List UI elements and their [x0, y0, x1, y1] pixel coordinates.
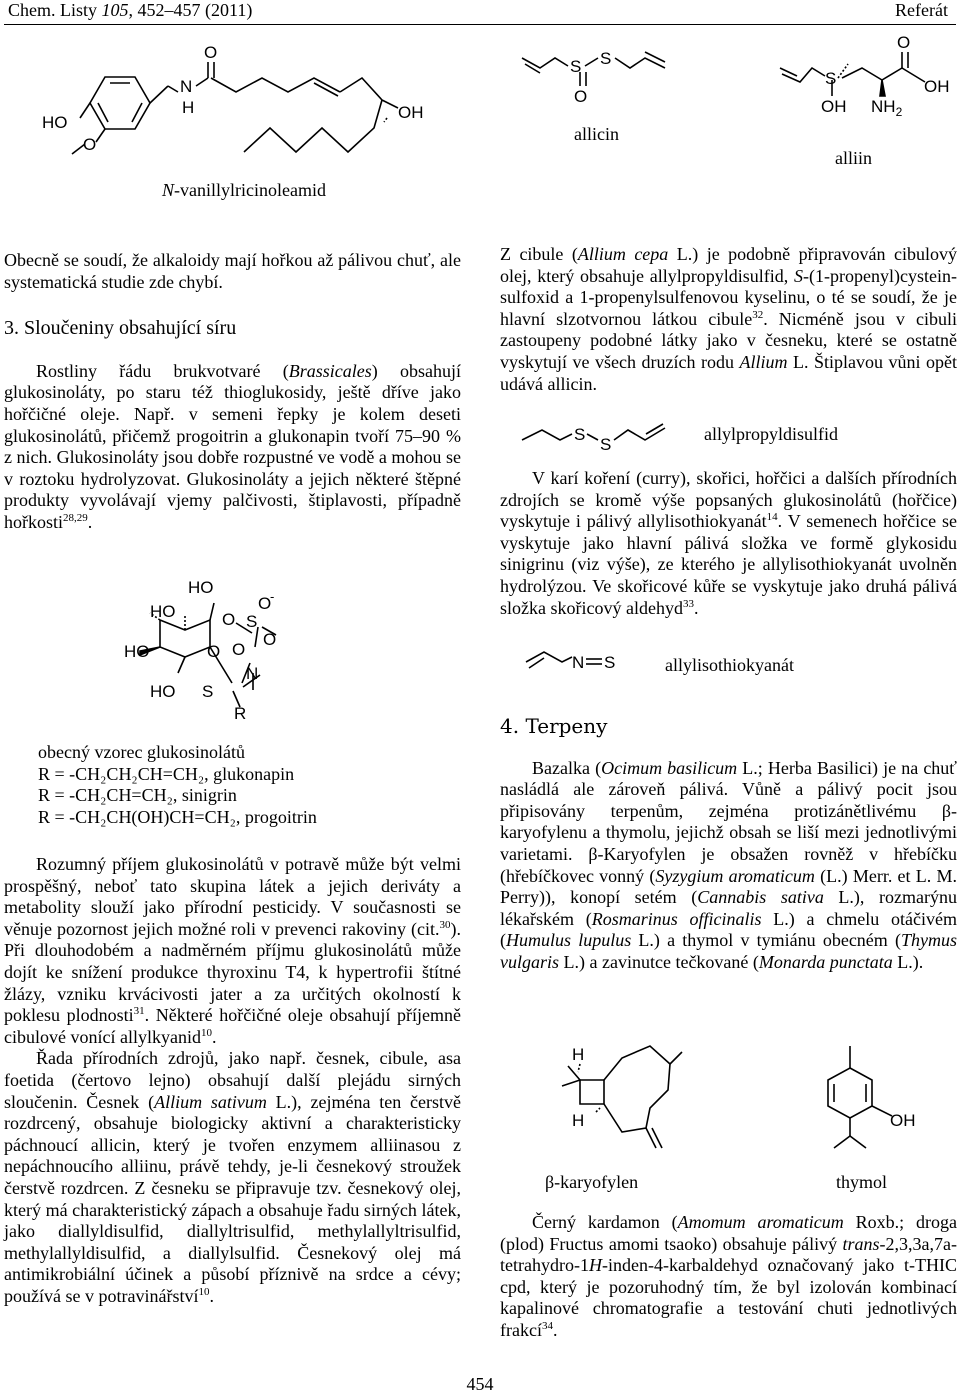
atom-label: HO	[150, 682, 176, 701]
atom-label: O	[207, 642, 221, 661]
section-4-heading: 4. Terpeny	[500, 714, 608, 738]
section-3-heading: 3. Sloučeniny obsahující síru	[4, 317, 237, 340]
atom-label: OH	[398, 103, 424, 122]
paragraph: Rozumný příjem glukosinolátů v potravě může být velmi prospěšný, neboť tato skupina látek a jejich deriváty a metabolity slouží jako přírodní pesticidy. V současnosti se věnuje pozornost jejich možné roli v prevenci rakoviny (cit.$^{30}$). Při dlouhodobém a nadměrném příjmu glukosinolátů může dojít ke snížení produkce thyroxinu T4, k hypertrofii štítné žlázy, vzniku krvácivosti jater a za určitých okolností k poklesu plodnosti$^{31}$. Některé hořčičné oleje obsahují příjemně cibulové vonící allylkyanid$^{10}$.	[4, 854, 461, 1047]
top-structures-figure	[0, 0, 960, 205]
atom-label: N	[180, 77, 193, 96]
atom-label: OH	[890, 1111, 916, 1130]
atom-label: O	[204, 43, 218, 62]
vanillyl-caption: N-vanillylricinoleamid	[162, 180, 326, 200]
n-vanillylricinoleamid-structure	[42, 43, 424, 154]
atom-label: S	[202, 682, 214, 701]
formula-sinigrin: R = -CH₂CH=CH₂, sinigrin	[38, 785, 237, 806]
atom-label: HO	[42, 113, 68, 132]
paragraph: Z cibule (Allium cepa L.) je podobně připravován cibulový olej, který obsahuje allylpropyldisulfid, S-(1-propenyl)cystein-sulfoxid a 1-propenylsulfenovou kyselinu, o té se soudí, že je hlavní slzotvornou látkou cibule$^{32}$. Nicméně jsou v cibuli zastoupeny podobné látky jako v česneku, které se ostatně vyskytují ve všech druzích rodu Allium L. Štiplavou vůni opět udává allicin.	[500, 244, 958, 394]
atom-label: N	[246, 664, 259, 683]
atom-label: HO	[150, 602, 176, 621]
atom-label: OH	[924, 77, 950, 96]
section-label: Referát	[895, 0, 948, 20]
allylisothiokyanat-structure	[500, 640, 660, 680]
right-column-mid	[500, 468, 957, 619]
atom-label: O	[263, 630, 277, 649]
atom-label: N	[572, 653, 585, 672]
beta-karyofylen-label: β-karyofylen	[545, 1172, 639, 1192]
atom-label: H	[572, 1045, 585, 1064]
allicin-structure	[522, 49, 665, 106]
formula-caption: obecný vzorec glukosinolátů	[38, 742, 245, 762]
formula-progoitrin: R = -CH₂CH(OH)CH=CH₂, progoitrin	[38, 806, 317, 827]
atom-label: S	[246, 612, 258, 631]
thymol-label: thymol	[836, 1172, 888, 1192]
paragraph: Bazalka (Ocimum basilicum L.; Herba Basilici) je na chuť nasládlá ale zároveň pálivá. Vůně a pálivý pocit jsou připisovány terpenům, zejména protizánětlivému β-karyofylenu a thymolu, jejichž obsah se liší mezi jednotlivými varietami. β-Karyofylen je obsažen rovněž v hřebíčku (hřebíčkovec vonný (Syzygium aromaticum (L.) Merr. et L. M. Perry)), konopí setém (Cannabis sativa L.), rozmarýnu lékařském (Rosmarinus officinalis L.) a chmelu otáčivém (Humulus lupulus L.) a thymol v tymiánu obecném (Thymus vulgaris L.) a zavinutce tečkované (Monarda punctata L.).	[500, 757, 957, 972]
atom-label: O	[232, 640, 246, 659]
beta-karyofylen-structure	[562, 1045, 682, 1148]
charge-label: -	[270, 589, 275, 604]
atom-label: H	[572, 1111, 585, 1130]
atom-label: $NH_2$	[871, 97, 903, 119]
alliin-structure	[780, 33, 950, 119]
left-column	[4, 250, 461, 534]
page-number: 454	[466, 1374, 494, 1394]
terpene-structures	[500, 1028, 960, 1168]
atom-label: S	[600, 49, 612, 68]
atom-label: S	[570, 57, 582, 76]
paragraph: Rostliny řádu brukvotvaré (Brassicales) obsahují glukosinoláty, po staru též thioglukosidy, ještě dříve jako hořčičné oleje. Např. v semeni řepky je kolem deseti glukosinolátů, přičemž progoitrin a glukonapin tvoří 75–90 % z nich. Glukosinoláty jsou dobře rozpustné ve vodě a mohou se v roztoku hydrolyzovat. Glukosinoláty a jejich některé štěpné produkty vyvolávají vjemy palčivosti, štiplavosti, případně hořkosti$^{28,29}$.	[4, 360, 461, 532]
paragraph: V karí koření (curry), skořici, hořčici a dalších přírodních zdrojích se kromě výše popsaných glukosinolátů (hořčice) vyskytuje i pálivý allylisothiokyanát$^{14}$. V semenech hořčice se vyskytuje jako hlavní pálivá složka ve formě glykosidu sinigrinu (viz výše), ze kterého je allylisothiokyanát uvolněn hydrolýzou. Ve skořicové kůře se vyskytuje jako druhá pálivá složka skořicový aldehyd$^{33}$.	[500, 468, 957, 618]
atom-label: O	[258, 594, 272, 613]
atom-label: R	[234, 704, 247, 723]
paragraph: Černý kardamon (Amomum aromaticum Roxb.; droga (plod) Fructus amomi tsaoko) obsahuje pálivý trans-2,3,3a,7a-tetrahydro-1H-inden-4-karbaldehyd označovaný jako t-THIC cpd, který je pozoruhodný tím, že byl izolován kombinací kapalinové chromatografie a testování chuti jednotlivých frakcí$^{34}$.	[500, 1212, 957, 1340]
intro-paragraph: Obecně se soudí, že alkaloidy mají hořkou až pálivou chuť, ale systematická studie zde chybí.	[4, 250, 461, 292]
atom-label: O	[897, 33, 911, 52]
allylpropyldisulfid-label: allylpropyldisulfid	[704, 424, 838, 444]
allylpropyldisulfid-structure	[500, 410, 700, 460]
right-column	[500, 244, 957, 395]
atom-label: O	[222, 610, 236, 629]
atom-label: S	[825, 69, 837, 88]
atom-label: O	[83, 135, 97, 154]
right-column-terpeny	[500, 716, 957, 974]
atom-label: OH	[821, 97, 847, 116]
thymol-structure	[828, 1046, 916, 1148]
allicin-caption: allicin	[574, 124, 619, 144]
allylisothiokyanat-label: allylisothiokyanát	[665, 655, 794, 675]
atom-label: H	[182, 98, 195, 117]
atom-label: S	[574, 425, 586, 444]
atom-label: O	[574, 87, 588, 106]
glucosinolate-structure	[0, 575, 470, 725]
right-column-bottom	[500, 1212, 957, 1342]
left-column-lower	[4, 854, 461, 1307]
paragraph: Řada přírodních zdrojů, jako např. česnek, cibule, asa foetida (čertovo lejno) obsahují další plejádu sirných sloučenin. Česnek (Allium sativum L.), zejména ten čerstvě rozdrcený, obsahuje biologicky aktivní a charakteristicky páchnoucí allicin, který je tvořen enzymem alliinasou z nepáchnoucího alliinu, právě tehdy, je-li česnekový stroužek čerstvě rozdrcen. Z česneku se připravuje tzv. česnekový olej, který má charakteristický zápach a obsahuje řadu sirných látek, jako diallyldisulfid, diallyltrisulfid, methylallyltrisulfid, methylallyldisulfid, a diallylsulfid. Česnekový olej má antimikrobiální účinek a působí příznivě na srdce a cévy; používá se v potravinářství$^{10}$.	[4, 1048, 461, 1306]
atom-label: S	[604, 653, 616, 672]
journal-citation: Chem. Listy 105, 452–457 (2011)	[8, 0, 253, 20]
alliin-caption: alliin	[835, 148, 872, 168]
atom-label: HO	[188, 578, 214, 597]
glucosinolate-formulas	[38, 742, 458, 828]
atom-label: HO	[124, 642, 150, 661]
formula-glukonapin: R = -CH₂CH₂CH=CH₂, glukonapin	[38, 763, 295, 784]
atom-label: S	[600, 435, 612, 454]
